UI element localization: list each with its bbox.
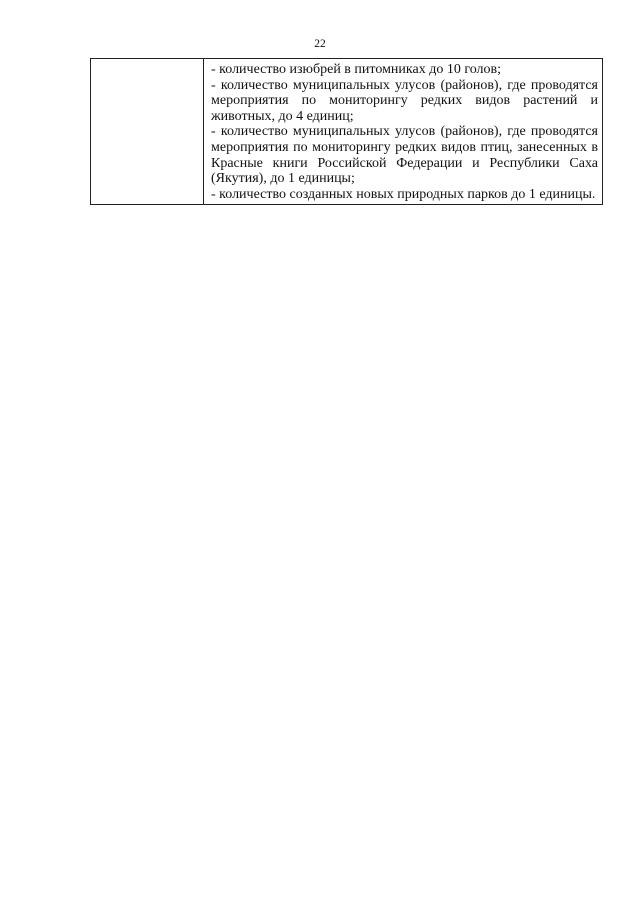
table-cell-left bbox=[91, 59, 204, 205]
table-cell-right bbox=[204, 59, 603, 205]
table-row bbox=[91, 59, 603, 205]
indicator-item: - количество муниципальных улусов (районов), где проводятся мероприятия по мониторингу редких видов птиц, занесенных в Красные книги Российской Федерации и Республики Саха (Якутия), до 1 единицы; bbox=[211, 124, 598, 187]
continuation-table bbox=[90, 58, 603, 205]
indicator-item: - количество муниципальных улусов (районов), где проводятся мероприятия по мониторингу редких видов растений и животных, до 4 единиц; bbox=[211, 77, 598, 124]
indicator-item: - количество изюбрей в питомниках до 10 голов; bbox=[211, 62, 502, 77]
indicator-item: - количество созданных новых природных парков до 1 единицы. bbox=[211, 186, 596, 202]
page-number: 22 bbox=[314, 38, 326, 50]
